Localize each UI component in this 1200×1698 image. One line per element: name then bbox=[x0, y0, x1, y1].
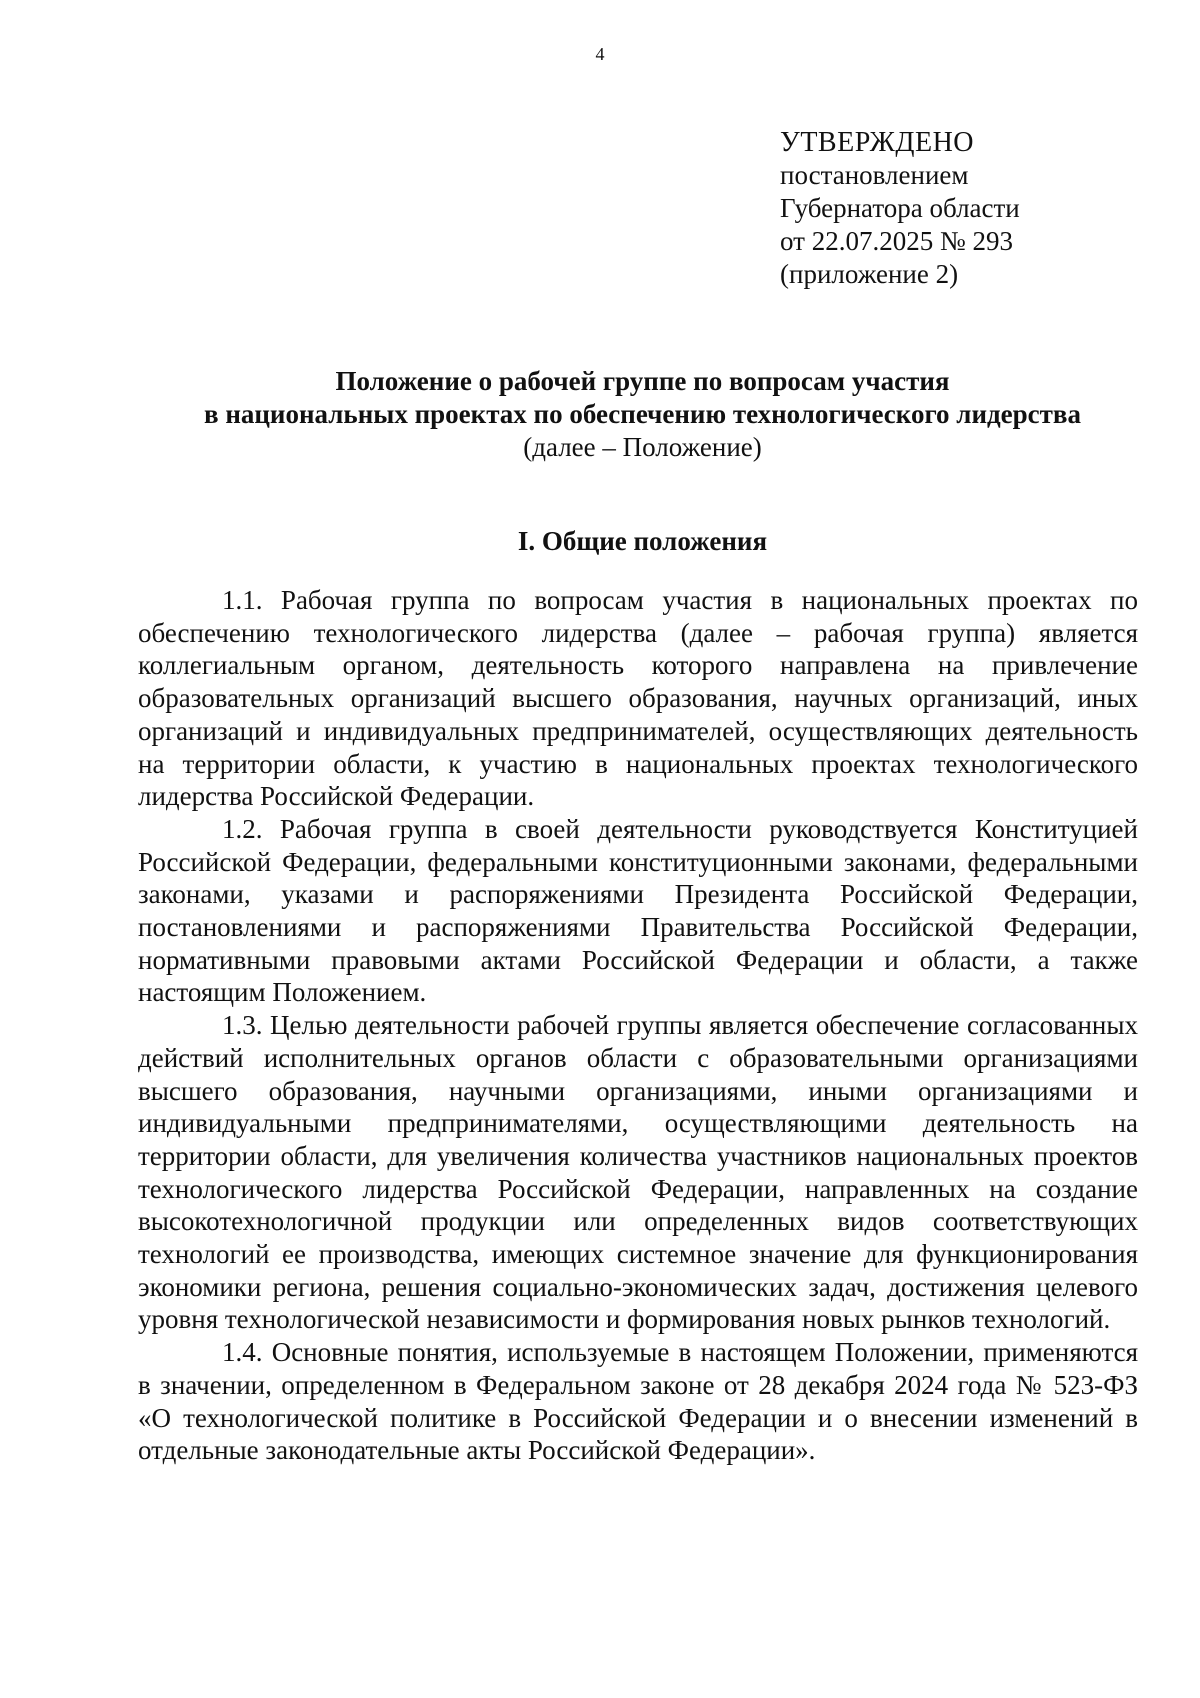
section-heading: I. Общие положения bbox=[517, 526, 768, 556]
paragraph-1-3: 1.3. Целью деятельности рабочей группы является обеспечение согласованных действий исполнительных органов области с образовательными организациями высшего образования, научными организациями, иными организациями и индивидуальными предпринимателями, осуществляющими деятельность на территории области, для увеличения количества участников национальных проектов технологического лидерства Российской Федерации, направленных на создание высокотехнологичной продукции или определенных видов соответствующих технологий ее производства, имеющих системное значение для функционирования экономики региона, решения социально-экономических задач, достижения целевого уровня технологической независимости и формирования новых рынков технологий. bbox=[138, 1010, 1138, 1335]
paragraph-1-4: 1.4. Основные понятия, используемые в настоящем Положении, применяются в значении, определенном в Федеральном законе от 28 декабря 2024 года № 523-ФЗ «О технологической политике в Российской Федерации и о внесении изменений в отдельные законодательные акты Российской Федерации». bbox=[138, 1337, 1138, 1466]
approval-line: Губернатора области bbox=[780, 193, 1020, 223]
approval-line: постановлением bbox=[780, 160, 969, 190]
paragraph-1-2: 1.2. Рабочая группа в своей деятельности руководствуется Конституцией Российской Федерации, федеральными конституционными законами, федеральными законами, указами и распоряжениями Президента Российской Федерации, постановлениями и распоряжениями Правительства Российской Федерации, нормативными правовыми актами Российской Федерации и области, а также настоящим Положением. bbox=[138, 813, 1138, 1008]
title-line: Положение о рабочей группе по вопросам участия bbox=[335, 366, 950, 396]
paragraph-1-1: 1.1. Рабочая группа по вопросам участия в национальных проектах по обеспечению технологического лидерства (далее – рабочая группа) является коллегиальным органом, деятельность которого направлена на привлечение образовательных организаций высшего образования, научных организаций, иных организаций и индивидуальных предпринимателей, осуществляющих деятельность на территории области, к участию в национальных проектах технологического лидерства Российской Федерации. bbox=[138, 585, 1138, 812]
document-title bbox=[100, 365, 1185, 464]
document-body bbox=[138, 584, 1138, 1467]
page-number: 4 bbox=[595, 44, 605, 64]
title-subline: (далее – Положение) bbox=[523, 432, 762, 462]
approval-line: от 22.07.2025 № 293 bbox=[780, 226, 1013, 256]
approval-heading: УТВЕРЖДЕНО bbox=[780, 127, 975, 158]
title-line: в национальных проектах по обеспечению технологического лидерства bbox=[203, 399, 1081, 429]
approval-stamp-block bbox=[780, 126, 1160, 291]
approval-line: (приложение 2) bbox=[780, 259, 959, 289]
